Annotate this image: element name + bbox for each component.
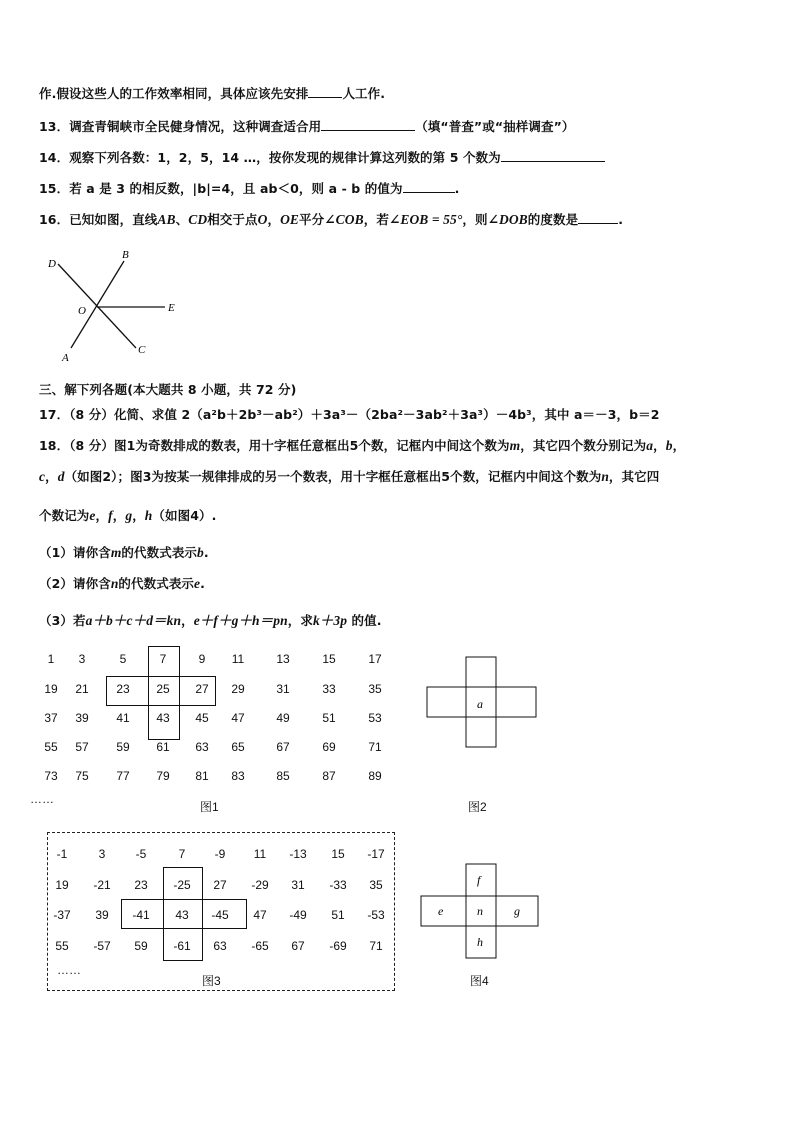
- table-cell: 85: [276, 769, 290, 783]
- q18-p3a: （3）若: [39, 613, 86, 628]
- q15-blank: [403, 180, 455, 193]
- q18-h: h: [144, 508, 153, 523]
- table-cell: 77: [116, 769, 130, 783]
- table-cell: -17: [367, 847, 385, 861]
- table-cell: 61: [156, 740, 170, 754]
- table-cell: 9: [198, 652, 206, 666]
- q18-c4: ，: [95, 508, 109, 523]
- table-cell: -33: [329, 878, 347, 892]
- q18-f: f: [108, 508, 113, 523]
- q16-angle-cob: ∠COB: [324, 212, 364, 227]
- table-cell: -69: [329, 939, 347, 953]
- table-cell: 75: [75, 769, 89, 783]
- table-cell: -41: [132, 908, 150, 922]
- q18-p1a: （1）请你含: [39, 545, 111, 560]
- q17-number: 17．: [39, 407, 70, 422]
- q18-p2n: n: [110, 576, 119, 591]
- q18-a: a: [646, 438, 654, 453]
- table-cell: 63: [195, 740, 209, 754]
- fig4-f-label: f: [477, 873, 481, 887]
- q18-part-3: [39, 609, 382, 629]
- q18-c1: ，: [653, 438, 666, 453]
- q18-p2a: （2）请你含: [39, 576, 111, 591]
- q18-p3c: 的值.: [347, 613, 382, 628]
- question-18-line2: [39, 467, 659, 485]
- q14-blank: [501, 149, 605, 162]
- table-cell: 31: [291, 878, 305, 892]
- table-cell: 71: [369, 939, 383, 953]
- table-cell: 47: [253, 908, 267, 922]
- table-cell: -57: [93, 939, 111, 953]
- q16-condition: ∠EOB = 55°: [388, 212, 463, 227]
- table-cell: -21: [93, 878, 111, 892]
- table-cell: 27: [195, 682, 209, 696]
- q16-number: 16．: [39, 212, 70, 227]
- table-cell: 11: [231, 652, 245, 666]
- label-o: O: [78, 305, 86, 317]
- table-cell: 31: [276, 682, 290, 696]
- table-cell: 57: [75, 740, 89, 754]
- table-cell: 39: [95, 908, 109, 922]
- q16-angle-dob: ∠DOB: [487, 212, 528, 227]
- q16-figure: [44, 246, 194, 368]
- table-cell: 79: [156, 769, 170, 783]
- fig2-caption: 图2: [468, 800, 487, 814]
- table-cell: 49: [276, 711, 290, 725]
- table-cell: 3: [98, 847, 106, 861]
- q15-text: 若 a 是 3 的相反数，|b|=4，且 ab＜0，则 a - b 的值为: [69, 181, 403, 196]
- table-cell: 23: [116, 682, 130, 696]
- q13-text-b: （填“普查”或“抽样调查”）: [415, 119, 575, 134]
- q18-b: b: [665, 438, 673, 453]
- table-cell: 27: [213, 878, 227, 892]
- table-cell: 29: [231, 682, 245, 696]
- table-cell: 7: [178, 847, 186, 861]
- table-cell: 11: [253, 847, 267, 861]
- q12-blank: [308, 85, 342, 98]
- q18-g: g: [125, 508, 133, 523]
- table-cell: 59: [116, 740, 130, 754]
- table-cell: 19: [44, 682, 58, 696]
- question-18-line3: [39, 506, 216, 524]
- table-cell: 43: [175, 908, 189, 922]
- q16-sep2: ，: [267, 212, 281, 227]
- fig4-n-label: n: [477, 904, 483, 918]
- table-cell: 81: [195, 769, 209, 783]
- q18-p3b: ，求: [287, 613, 313, 628]
- q16-cd: CD: [188, 212, 208, 227]
- q14-number: 14．: [39, 150, 70, 165]
- table-cell: 1: [47, 652, 55, 666]
- table-cell: 19: [55, 878, 69, 892]
- table-cell: 3: [78, 652, 86, 666]
- fig1-ellipsis: ……: [30, 792, 54, 806]
- q18-part-2: [39, 574, 205, 592]
- q13-blank: [321, 118, 415, 131]
- q18-p2v: e: [194, 576, 201, 591]
- q18-c3: ，: [45, 469, 58, 484]
- q12-text-a: 作.假设这些人的工作效率相同，具体应该先安排: [39, 86, 309, 101]
- table-cell: -13: [289, 847, 307, 861]
- table-cell: 7: [159, 652, 167, 666]
- table-cell: 43: [156, 711, 170, 725]
- label-c: C: [138, 344, 146, 356]
- table-cell: 45: [195, 711, 209, 725]
- label-a: A: [62, 352, 69, 364]
- question-17: [39, 405, 660, 423]
- q18-p2b: 的代数式表示: [118, 576, 195, 591]
- table-cell: -49: [289, 908, 307, 922]
- q18-p1b: 的代数式表示: [121, 545, 198, 560]
- table-cell: -45: [211, 908, 229, 922]
- table-cell: 15: [322, 652, 336, 666]
- q16-t2: 相交于点: [207, 212, 258, 227]
- figure-1-table: [32, 646, 392, 816]
- table-cell: 35: [369, 878, 383, 892]
- q13-number: 13．: [39, 119, 70, 134]
- q18-d: d: [57, 469, 65, 484]
- fig3-caption: 图3: [202, 974, 221, 988]
- table-cell: 15: [331, 847, 345, 861]
- q18-l3b: （如图4）.: [152, 508, 217, 523]
- q18-p1v: b: [197, 545, 204, 560]
- q18-p3-eq1: a＋b＋c＋d＝kn: [85, 613, 182, 628]
- q16-end: .: [618, 212, 624, 227]
- table-cell: -29: [251, 878, 269, 892]
- q18-l2b: ，其它四: [608, 469, 660, 484]
- table-cell: 23: [134, 878, 148, 892]
- label-d: D: [48, 258, 56, 270]
- q18-part-1: [39, 543, 209, 561]
- table-cell: 51: [331, 908, 345, 922]
- table-cell: 39: [75, 711, 89, 725]
- table-cell: -25: [173, 878, 191, 892]
- table-cell: -37: [53, 908, 71, 922]
- q16-blank: [578, 211, 618, 224]
- fig4-g-label: g: [514, 904, 520, 918]
- q16-oe: OE: [280, 212, 300, 227]
- table-cell: 17: [368, 652, 382, 666]
- table-cell: 71: [368, 740, 382, 754]
- table-cell: 63: [213, 939, 227, 953]
- question-15: [39, 179, 459, 197]
- q12-tail: [39, 84, 385, 102]
- table-cell: 51: [322, 711, 336, 725]
- q16-o: O: [257, 212, 268, 227]
- table-cell: 69: [322, 740, 336, 754]
- q18-p1c: .: [203, 545, 209, 560]
- q18-p3s: ，: [181, 613, 194, 628]
- table-cell: 73: [44, 769, 58, 783]
- q18-e: e: [89, 508, 96, 523]
- q18-n: n: [601, 469, 609, 484]
- q18-c5: ，: [112, 508, 126, 523]
- figure-2-cross: [426, 656, 538, 748]
- table-cell: 37: [44, 711, 58, 725]
- table-cell: 67: [291, 939, 305, 953]
- q16-t4: ，若: [363, 212, 389, 227]
- table-cell: 5: [119, 652, 127, 666]
- table-cell: 87: [322, 769, 336, 783]
- q18-p1m: m: [110, 545, 122, 560]
- q16-sep1: 、: [175, 212, 189, 227]
- q16-t6: 的度数是: [527, 212, 579, 227]
- table-cell: 13: [276, 652, 290, 666]
- table-cell: 47: [231, 711, 245, 725]
- q18-l1: （8 分）图1为奇数排成的数表，用十字框任意框出5个数，记框内中间这个数为: [69, 438, 510, 453]
- q18-l2: （如图2）；图3为按某一规律排成的另一个数表，用十字框任意框出5个数，记框内中间这个数为: [64, 469, 602, 484]
- table-cell: -5: [135, 847, 147, 861]
- fig2-center-label: a: [477, 697, 483, 711]
- table-cell: 55: [44, 740, 58, 754]
- table-cell: 89: [368, 769, 382, 783]
- q18-p3-expr: k＋3p: [312, 613, 348, 628]
- table-cell: 55: [55, 939, 69, 953]
- q18-m: m: [509, 438, 521, 453]
- fig4-caption: 图4: [470, 974, 489, 988]
- table-cell: -53: [367, 908, 385, 922]
- table-cell: -1: [56, 847, 68, 861]
- table-cell: 21: [75, 682, 89, 696]
- q12-text-b: 人工作.: [342, 86, 386, 101]
- fig3-ellipsis: ……: [57, 963, 81, 977]
- table-cell: -61: [173, 939, 191, 953]
- fig4-h-label: h: [477, 935, 483, 949]
- q16-t3: 平分: [299, 212, 325, 227]
- question-18-line1: [39, 436, 685, 454]
- fig4-e-label: e: [438, 904, 444, 918]
- section-3-heading: 三、解下列各题(本大题共 8 小题，共 72 分): [39, 382, 297, 397]
- label-b: B: [122, 249, 129, 261]
- q15-end: .: [454, 181, 460, 196]
- q17-text: （8 分）化简、求值 2（a²b＋2b³－ab²）＋3a³－（2ba²－3ab²＋3a³）－4b³，其中 a＝－3，b＝2: [69, 407, 660, 422]
- q13-text-a: 调查青铜峡市全民健身情况，这种调查适合用: [69, 119, 322, 134]
- table-cell: -9: [214, 847, 226, 861]
- q18-c6: ，: [132, 508, 145, 523]
- q18-l3: 个数记为: [39, 508, 90, 523]
- q16-t5: ，则: [462, 212, 488, 227]
- q18-l1b: ，其它四个数分别记为: [520, 438, 647, 453]
- question-14: [39, 148, 605, 166]
- table-cell: 41: [116, 711, 130, 725]
- q18-c2: ，: [672, 438, 686, 453]
- q18-p3-eq2: e＋f＋g＋h＝pn: [193, 613, 288, 628]
- table-cell: -65: [251, 939, 269, 953]
- fig1-caption: 图1: [200, 800, 219, 814]
- q18-number: 18．: [39, 438, 70, 453]
- q16-t1: 已知如图，直线: [69, 212, 158, 227]
- table-cell: 67: [276, 740, 290, 754]
- label-e: E: [168, 302, 175, 314]
- q18-p2c: .: [200, 576, 205, 591]
- q16-ab: AB: [157, 212, 176, 227]
- q14-text: 观察下列各数：1，2，5，14 …，按你发现的规律计算这列数的第 5 个数为: [69, 150, 501, 165]
- table-cell: 33: [322, 682, 336, 696]
- table-cell: 25: [156, 682, 170, 696]
- q18-c: c: [39, 469, 46, 484]
- table-cell: 65: [231, 740, 245, 754]
- table-cell: 59: [134, 939, 148, 953]
- q15-number: 15．: [39, 181, 70, 196]
- table-cell: 83: [231, 769, 245, 783]
- question-13: [39, 117, 574, 135]
- figure-4-cross: [420, 863, 540, 959]
- question-16: [39, 210, 623, 228]
- figure-3-table: [44, 841, 396, 991]
- table-cell: 35: [368, 682, 382, 696]
- table-cell: 53: [368, 711, 382, 725]
